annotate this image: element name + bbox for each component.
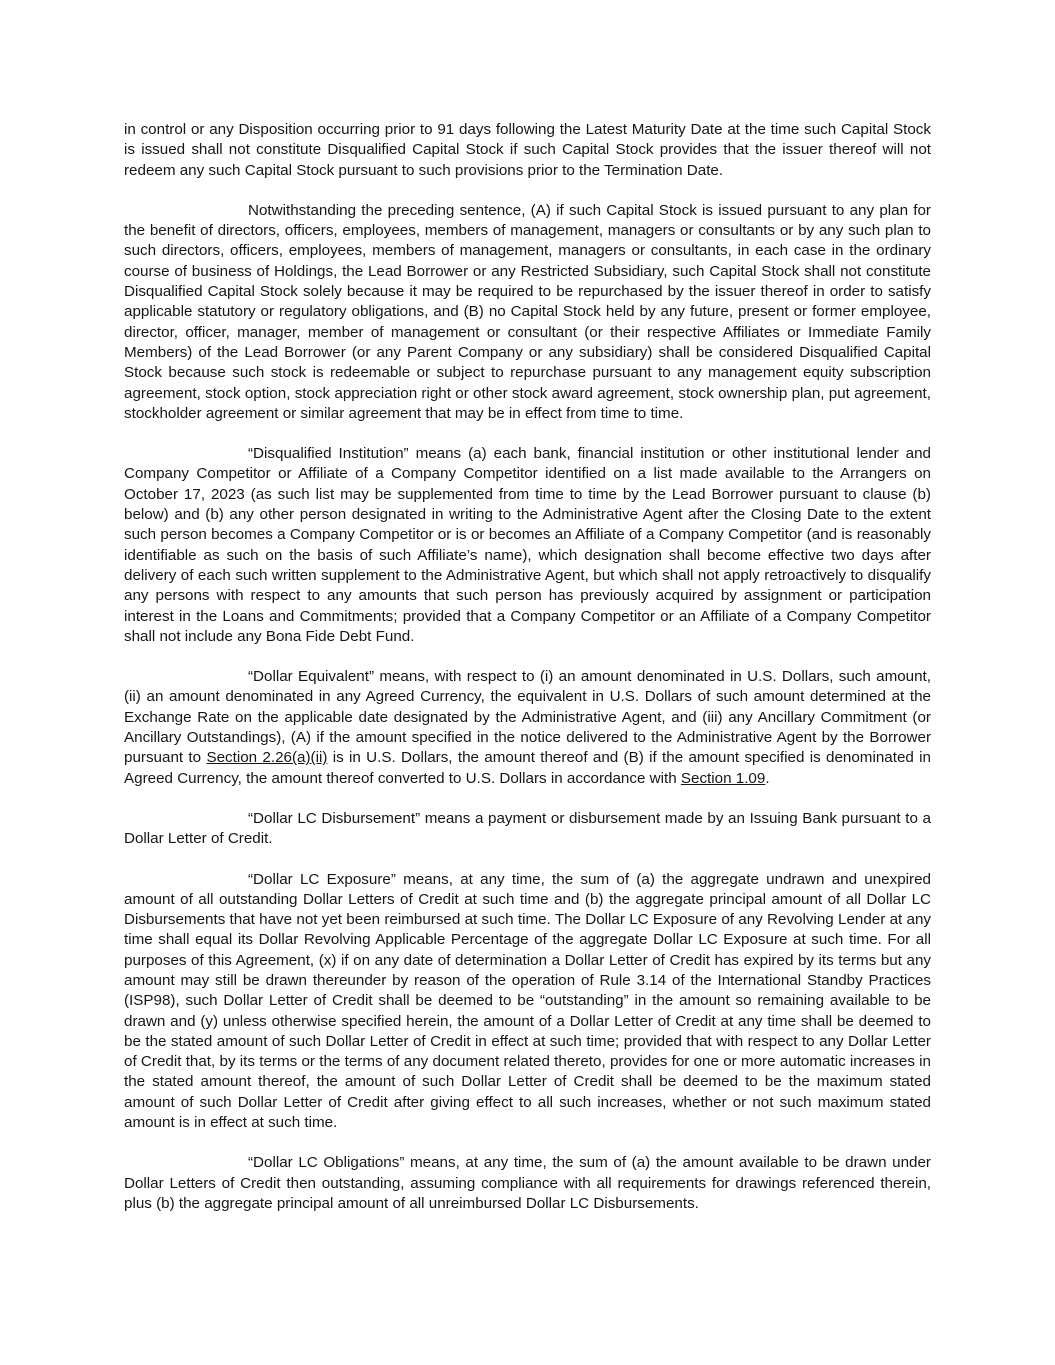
paragraph [124, 667, 931, 789]
section-reference: Section 1.09 [680, 769, 766, 787]
text-run: is in U.S. Dollars, the amount thereof and (B) if the amount specified is denominated in Agreed Currency, the amount thereof converted to U.S. Dollars in accordance with [124, 749, 931, 787]
text-run: . [765, 769, 770, 787]
document-body [124, 120, 931, 1214]
paragraph [124, 444, 931, 647]
text-run: “Dollar Equivalent” means, with respect to (i) an amount denominated in U.S. Dollars, such amount, (ii) an amount denominated in any Agreed Currency, the equivalent in U.S. Dollars of such amount determined at the Exchange Rate on the applicable date designated by the Administrative Agent, and (iii) any Ancillary Commitment (or Ancillary Outstandings), (A) if the amount specified in the notice delivered to the Administrative Agent by the Borrower pursuant to [124, 668, 931, 767]
paragraph [124, 809, 931, 850]
text-run: Notwithstanding the preceding sentence, (A) if such Capital Stock is issued pursuant to any plan for the benefit of directors, officers, employees, members of management, managers or consultants or by any such plan to such directors, officers, employees, members of management, managers or consultants, in each case in the ordinary course of business of Holdings, the Lead Borrower or any Restricted Subsidiary, such Capital Stock shall not constitute Disqualified Capital Stock solely because it may be required to be repurchased by the issuer thereof in order to satisfy applicable statutory or regulatory obligations, and (B) no Capital Stock held by any future, present or former employee, director, officer, manager, member of management or consultant (or their respective Affiliates or Immediate Family Members) of the Lead Borrower (or any Parent Company or any subsidiary) shall be considered Disqualified Capital Stock because such stock is redeemable or subject to repurchase pursuant to any management equity subscription agreement, stock option, stock appreciation right or other stock award agreement, stock ownership plan, put agreement, stockholder agreement or similar agreement that may be in effect from time to time. [124, 201, 931, 422]
text-run: “Dollar LC Obligations” means, at any time, the sum of (a) the amount available to be drawn under Dollar Letters of Credit then outstanding, assuming compliance with all requirements for drawings referenced therein, plus (b) the aggregate principal amount of all unreimbursed Dollar LC Disbursements. [124, 1154, 931, 1212]
text-run: in control or any Disposition occurring prior to 91 days following the Latest Maturity Date at the time such Capital Stock is issued shall not constitute Disqualified Capital Stock if such Capital Stock provides that the issuer thereof will not redeem any such Capital Stock pursuant to such provisions prior to the Termination Date. [124, 121, 931, 179]
text-run: “Disqualified Institution” means (a) each bank, financial institution or other institutional lender and Company Competitor or Affiliate of a Company Competitor identified on a list made available to the Arrangers on October 17, 2023 (as such list may be supplemented from time to time by the Lead Borrower pursuant to clause (b) below) and (b) any other person designated in writing to the Administrative Agent after the Closing Date to the extent such person becomes a Company Competitor or is or becomes an Affiliate of a Company Competitor (and is reasonably identifiable as such on the basis of such Affiliate’s name), which designation shall become effective two days after delivery of each such written supplement to the Administrative Agent, but which shall not apply retroactively to disqualify any persons with respect to any amounts that such person has previously acquired by assignment or participation interest in the Loans and Commitments; provided that a Company Competitor or an Affiliate of a Company Competitor shall not include any Bona Fide Debt Fund. [124, 445, 931, 645]
text-run: “Dollar LC Disbursement” means a payment or disbursement made by an Issuing Bank pursuant to a Dollar Letter of Credit. [124, 809, 931, 848]
text-run: “Dollar LC Exposure” means, at any time, the sum of (a) the aggregate undrawn and unexpired amount of all outstanding Dollar Letters of Credit at such time and (b) the aggregate principal amount of all Dollar LC Disbursements that have not yet been reimbursed at such time. The Dollar LC Exposure of any Revolving Lender at any time shall equal its Dollar Revolving Applicable Percentage of the aggregate Dollar LC Exposure at such time. For all purposes of this Agreement, (x) if on any date of determination a Dollar Letter of Credit has expired by its terms but any amount may still be drawn thereunder by reason of the operation of Rule 3.14 of the International Standby Practices (ISP98), such Dollar Letter of Credit shall be deemed to be “outstanding” in the amount so remaining available to be drawn and (y) unless otherwise specified herein, the amount of a Dollar Letter of Credit at any time shall be deemed to be the stated amount of such Dollar Letter of Credit in effect at such time; provided that with respect to any Dollar Letter of Credit that, by its terms or the terms of any document related thereto, provides for one or more automatic increases in the stated amount thereof, the amount of such Dollar Letter of Credit shall be deemed to be the maximum stated amount of such Dollar Letter of Credit after giving effect to all such increases, whether or not such maximum stated amount is in effect at such time. [124, 870, 931, 1132]
paragraph [124, 1153, 931, 1214]
section-reference: Section 2.26(a)(ii) [206, 749, 328, 767]
paragraph [124, 201, 931, 424]
paragraph [124, 120, 931, 181]
paragraph [124, 870, 931, 1134]
